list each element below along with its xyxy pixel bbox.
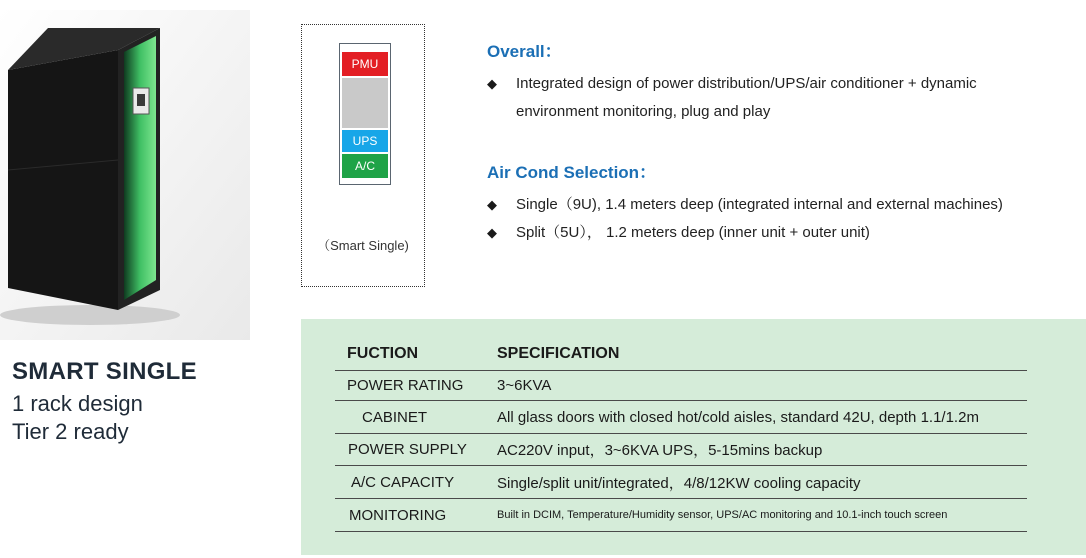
diamond-bullet-icon: ◆ — [487, 197, 497, 212]
row-function: POWER RATING — [347, 377, 464, 394]
product-title: SMART SINGLE — [12, 358, 197, 385]
ups-segment: UPS — [342, 130, 388, 152]
product-title-block — [12, 358, 197, 446]
spec-panel — [301, 319, 1086, 555]
rack-diagram-box — [301, 24, 425, 287]
rack-diagram — [339, 43, 391, 185]
table-header-row — [335, 337, 1027, 371]
table-row — [335, 499, 1027, 532]
table-row — [335, 401, 1027, 434]
row-spec: All glass doors with closed hot/cold aisles, standard 42U, depth 1.1/1.2m — [497, 408, 979, 426]
diamond-bullet-icon: ◆ — [487, 225, 497, 240]
overall-bullet-text-1: Integrated design of power distribution/UPS/air conditioner + dynamic — [516, 75, 977, 92]
aircond-section — [487, 158, 1077, 247]
header-function: FUCTION — [347, 344, 419, 362]
rack-caption: （Smart Single) — [317, 238, 409, 253]
pmu-segment: PMU — [342, 52, 388, 76]
overall-title: Overall： — [487, 42, 562, 61]
product-line-1: 1 rack design — [12, 391, 143, 416]
header-specification: SPECIFICATION — [497, 344, 620, 362]
overall-bullet — [487, 70, 1067, 98]
row-function: A/C CAPACITY — [351, 473, 455, 491]
overall-bullet-continuation — [487, 98, 1067, 126]
aircond-title: Air Cond Selection： — [487, 163, 657, 182]
table-row — [335, 466, 1027, 499]
overall-bullet-text-2: environment monitoring, plug and play — [516, 103, 771, 120]
aircond-bullet-single — [487, 191, 1077, 219]
row-function: CABINET — [362, 408, 428, 426]
spec-table — [335, 337, 1027, 532]
row-function: POWER SUPPLY — [348, 441, 467, 458]
aircond-bullet-text-1: Single（9U), 1.4 meters deep (integrated internal and external machines) — [516, 196, 1003, 213]
table-row — [335, 371, 1027, 401]
ac-segment: A/C — [342, 154, 388, 178]
blank-segment — [342, 78, 388, 128]
row-spec: Built in DCIM, Temperature/Humidity sensor, UPS/AC monitoring and 10.1-inch touch screen — [497, 509, 948, 521]
diamond-bullet-icon: ◆ — [487, 76, 497, 91]
row-spec: Single/split unit/integrated，4/8/12KW cooling capacity — [497, 474, 861, 492]
row-spec: AC220V input，3~6KVA UPS，5-15mins backup — [497, 442, 823, 459]
product-line-2: Tier 2 ready — [12, 419, 129, 444]
row-function: MONITORING — [349, 506, 447, 524]
table-row — [335, 434, 1027, 466]
row-spec: 3~6KVA — [497, 377, 552, 394]
aircond-bullet-text-2: Split（5U）， 1.2 meters deep (inner unit + outer unit) — [516, 224, 870, 241]
overall-section — [487, 37, 1067, 126]
aircond-bullet-split — [487, 219, 1077, 247]
cabinet-illustration — [0, 10, 250, 340]
